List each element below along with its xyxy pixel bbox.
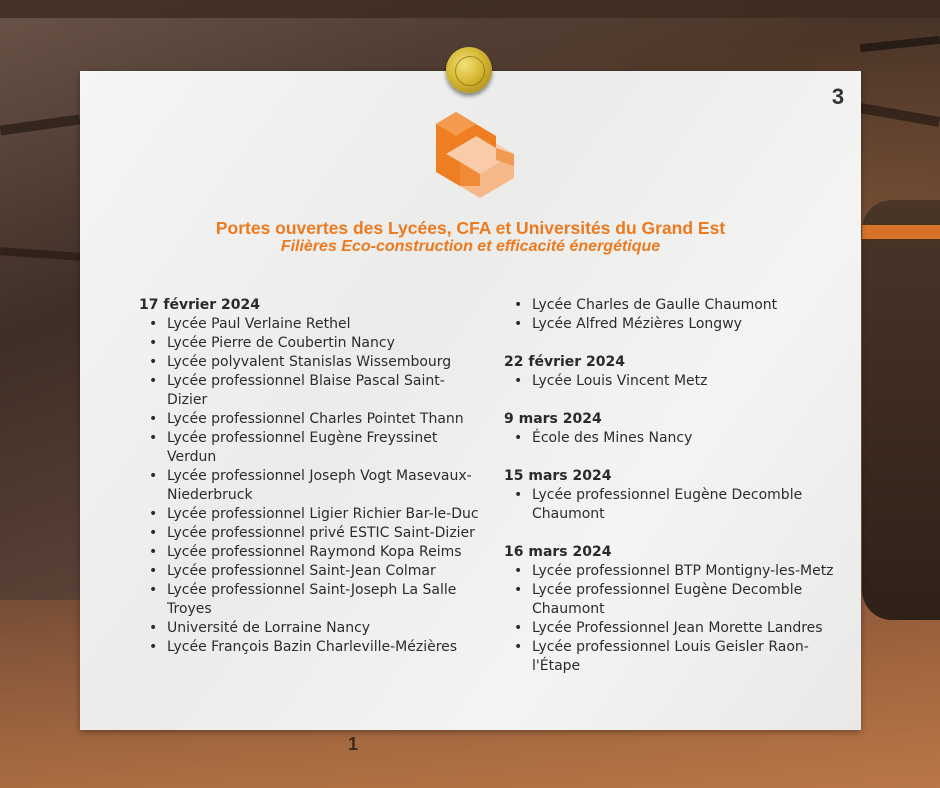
list-item: • Lycée professionnel Raymond Kopa Reims — [167, 543, 484, 562]
logo-icon — [436, 112, 516, 198]
list-item: • Lycée Professionnel Jean Morette Landres — [532, 619, 844, 638]
list-item: • Lycée Alfred Mézières Longwy — [532, 315, 844, 334]
background-beam — [0, 247, 80, 261]
date-heading: 9 mars 2024 — [504, 411, 602, 427]
date-group — [139, 296, 484, 657]
list-item: • Lycée professionnel Eugène Freyssinet Verdun — [167, 429, 484, 467]
date-group — [504, 467, 844, 524]
list-item: • Lycée professionnel Saint-Joseph La Salle Troyes — [167, 581, 484, 619]
right-column — [504, 296, 844, 695]
background-worker — [862, 200, 940, 620]
list-item: • Lycée François Bazin Charleville-Mézières — [167, 638, 484, 657]
date-heading: 22 février 2024 — [504, 354, 626, 370]
background-safety-vest — [862, 225, 940, 239]
list-item: • Lycée polyvalent Stanislas Wissembourg — [167, 353, 484, 372]
left-column — [139, 296, 484, 676]
background-number: 1 — [348, 734, 359, 754]
background-beam — [0, 0, 940, 18]
continued-group — [504, 296, 844, 334]
list-item: • Lycée professionnel privé ESTIC Saint-Dizier — [167, 524, 484, 543]
background-beam — [0, 114, 80, 135]
list-item: • Lycée professionnel Joseph Vogt Masevaux-Niederbruck — [167, 467, 484, 505]
date-heading: 16 mars 2024 — [504, 544, 612, 560]
page-title: Portes ouvertes des Lycées, CFA et Universités du Grand Est — [215, 218, 726, 238]
list-item: • Lycée Pierre de Coubertin Nancy — [167, 334, 484, 353]
date-heading: 17 février 2024 — [139, 297, 261, 313]
list-item: • Lycée Paul Verlaine Rethel — [167, 315, 484, 334]
background-beam — [860, 103, 940, 127]
list-item: • Lycée professionnel Saint-Jean Colmar — [167, 562, 484, 581]
school-list — [139, 315, 484, 657]
page-number: 3 — [831, 84, 845, 109]
list-item: • Université de Lorraine Nancy — [167, 619, 484, 638]
list-item: • Lycée professionnel Ligier Richier Bar-le-Duc — [167, 505, 484, 524]
school-list — [504, 296, 844, 334]
list-item: • Lycée professionnel Louis Geisler Raon-l'Étape — [532, 638, 844, 676]
date-heading: 15 mars 2024 — [504, 468, 612, 484]
date-group — [504, 353, 844, 391]
background-beam — [860, 36, 940, 52]
list-item: • Lycée professionnel BTP Montigny-les-Metz — [532, 562, 844, 581]
list-item: • Lycée professionnel Charles Pointet Thann — [167, 410, 484, 429]
list-item: • Lycée professionnel Blaise Pascal Saint-Dizier — [167, 372, 484, 410]
list-item: • Lycée Charles de Gaulle Chaumont — [532, 296, 844, 315]
list-item: • Lycée Louis Vincent Metz — [532, 372, 844, 391]
list-item: • Lycée professionnel Eugène Decomble Chaumont — [532, 581, 844, 619]
list-item: • Lycée professionnel Eugène Decomble Chaumont — [532, 486, 844, 524]
pushpin-icon — [446, 47, 492, 93]
school-list — [504, 372, 844, 391]
page-subtitle: Filières Eco-construction et efficacité énergétique — [280, 238, 661, 255]
date-group — [504, 410, 844, 448]
school-list — [504, 429, 844, 448]
school-list — [504, 486, 844, 524]
date-group — [504, 543, 844, 676]
list-item: • École des Mines Nancy — [532, 429, 844, 448]
school-list — [504, 562, 844, 676]
